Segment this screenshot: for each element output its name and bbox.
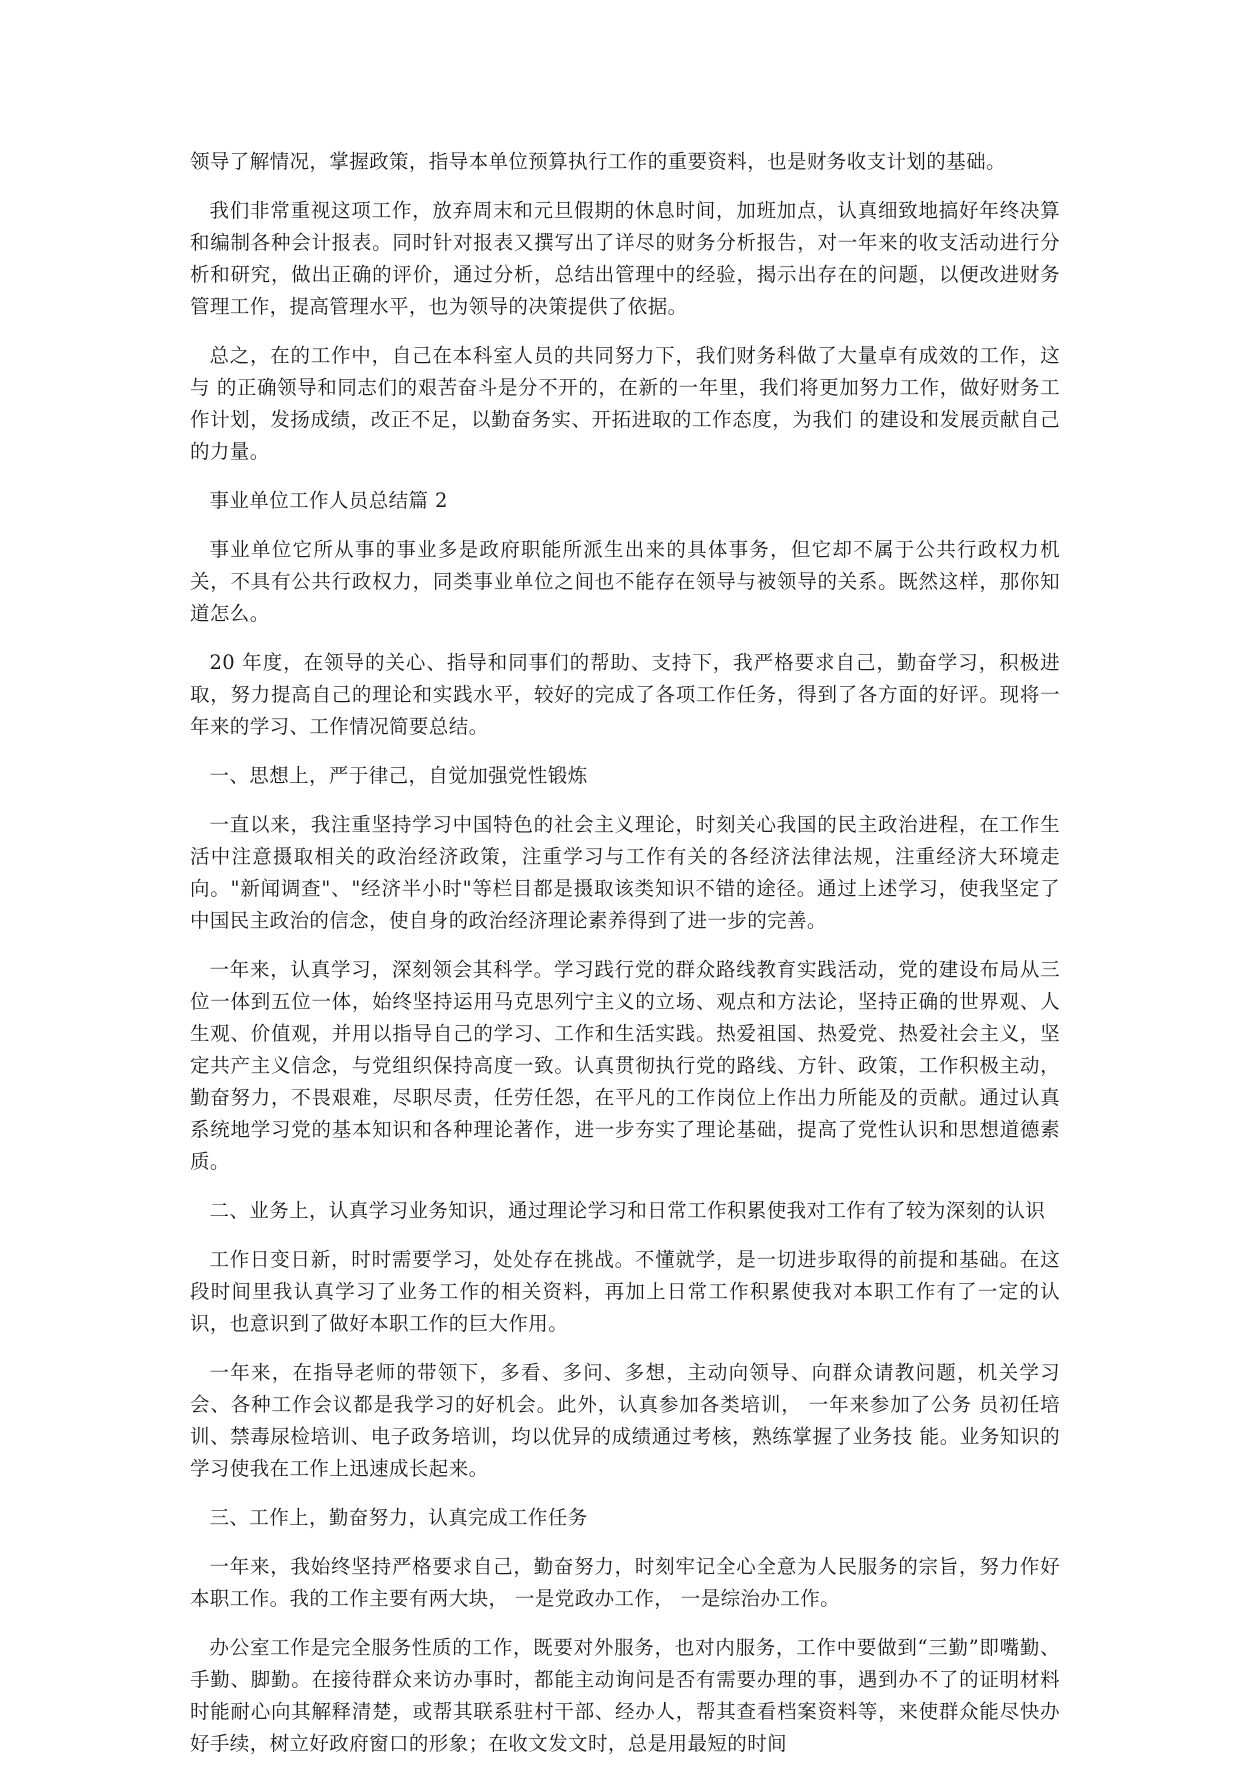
paragraph: 20 年度，在领导的关心、指导和同事们的帮助、支持下，我严格要求自己，勤奋学习，积极进取，努力提高自己的理论和实践水平，较好的完成了各项工作任务，得到了各方面的好评。现将一年来的学习、工作情况简要总结。	[190, 651, 1060, 738]
document-body	[190, 146, 1060, 1777]
section-heading: 二、业务上，认真学习业务知识，通过理论学习和日常工作积累使我对工作有了较为深刻的认识	[209, 1199, 1046, 1222]
paragraph: 事业单位它所从事的事业多是政府职能所派生出来的具体事务，但它却不属于公共行政权力机关，不具有公共行政权力，同类事业单位之间也不能存在领导与被领导的关系。既然这样，那你知道怎么。	[190, 538, 1060, 625]
paragraph: 一年来，认真学习，深刻领会其科学。学习践行党的群众路线教育实践活动，党的建设布局从三位一体到五位一体，始终坚持运用马克思列宁主义的立场、观点和方法论，坚持正确的世界观、人生观、价值观，并用以指导自己的学习、工作和生活实践。热爱祖国、热爱党、热爱社会主义，坚定共产主义信念，与党组织保持高度一致。认真贯彻执行党的路线、方针、政策，工作积极主动，勤奋努力，不畏艰难，尽职尽责，任劳任怨，在平凡的工作岗位上作出力所能及的贡献。通过认真系统地学习党的基本知识和各种理论著作，进一步夯实了理论基础，提高了党性认识和思想道德素质。	[190, 958, 1060, 1173]
section-heading: 一、思想上，严于律己，自觉加强党性锻炼	[209, 764, 588, 787]
paragraph: 我们非常重视这项工作，放弃周末和元旦假期的休息时间，加班加点，认真细致地搞好年终决算和编制各种会计报表。同时针对报表又撰写出了详尽的财务分析报告，对一年来的收支活动进行分析和研究，做出正确的评价，通过分析，总结出管理中的经验，揭示出存在的问题，以便改进财务管理工作，提高管理水平，也为领导的决策提供了依据。	[190, 199, 1060, 318]
paragraph: 办公室工作是完全服务性质的工作，既要对外服务，也对内服务，工作中要做到“三勤”即嘴勤、手勤、脚勤。在接待群众来访办事时，都能主动询问是否有需要办理的事，遇到办不了的证明材料时能耐心向其解释清楚，或帮其联系驻村干部、经办人，帮其查看档案资料等，来使群众能尽快办好手续，树立好政府窗口的形象；在收文发文时，总是用最短的时间	[190, 1636, 1060, 1755]
section-title: 事业单位工作人员总结篇 2	[209, 489, 448, 512]
paragraph: 工作日变日新，时时需要学习，处处存在挑战。不懂就学，是一切进步取得的前提和基础。在这段时间里我认真学习了业务工作的相关资料，再加上日常工作积累使我对本职工作有了一定的认识，也意识到了做好本职工作的巨大作用。	[190, 1248, 1060, 1335]
paragraph: 一年来，我始终坚持严格要求自己，勤奋努力，时刻牢记全心全意为人民服务的宗旨，努力作好本职工作。我的工作主要有两大块， 一是党政办工作， 一是综治办工作。	[190, 1555, 1060, 1610]
paragraph: 领导了解情况，掌握政策，指导本单位预算执行工作的重要资料，也是财务收支计划的基础。	[190, 150, 1006, 173]
paragraph: 一直以来，我注重坚持学习中国特色的社会主义理论，时刻关心我国的民主政治进程，在工作生活中注意摄取相关的政治经济政策，注重学习与工作有关的各经济法律法规，注重经济大环境走向。"新闻调查"、"经济半小时"等栏目都是摄取该类知识不错的途径。通过上述学习，使我坚定了中国民主政治的信念，使自身的政治经济理论素养得到了进一步的完善。	[190, 813, 1060, 932]
paragraph: 一年来，在指导老师的带领下，多看、多问、多想，主动向领导、向群众请教问题，机关学习会、各种工作会议都是我学习的好机会。此外，认真参加各类培训， 一年来参加了公务 员初任培训、禁毒尿检培训、电子政务培训，均以优异的成绩通过考核，熟练掌握了业务技 能。业务知识的学习使我在工作上迅速成长起来。	[190, 1361, 1060, 1480]
section-heading: 三、工作上，勤奋努力，认真完成工作任务	[209, 1506, 588, 1529]
paragraph: 总之，在的工作中，自己在本科室人员的共同努力下，我们财务科做了大量卓有成效的工作，这与 的正确领导和同志们的艰苦奋斗是分不开的，在新的一年里，我们将更加努力工作，做好财务工作计划，发扬成绩，改正不足，以勤奋务实、开拓进取的工作态度，为我们 的建设和发展贡献自己的力量。	[190, 344, 1060, 463]
